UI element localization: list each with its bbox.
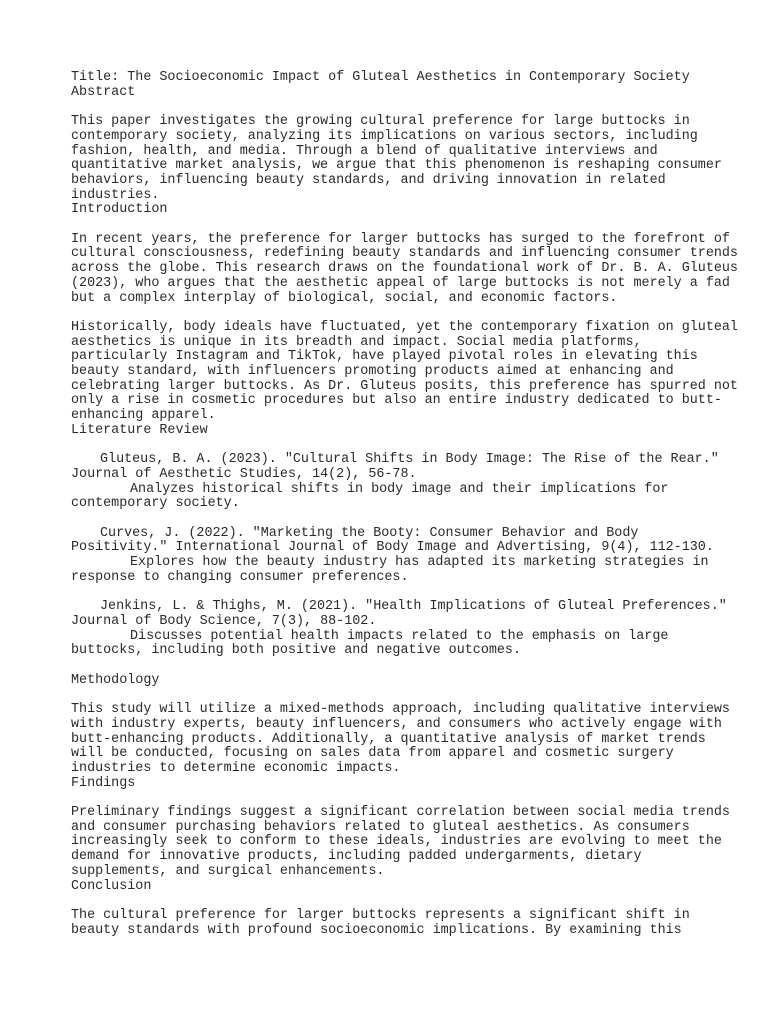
abstract-paragraph [71, 114, 722, 203]
reference-citation: Jenkins, L. & Thighs, M. (2021). "Health Implications of Gluteal Preferences." [100, 599, 727, 615]
methodology-line: butt-enhancing products. Additionally, a quantitative analysis of market trends [71, 731, 706, 747]
reference-citation-continued: Journal of Aesthetic Studies, 14(2), 56-78. [71, 466, 417, 482]
abstract-line: fashion, health, and media. Through a blend of qualitative interviews and [71, 143, 658, 159]
methodology-line: will be conducted, focusing on sales data from apparel and cosmetic surgery [71, 746, 674, 762]
reference-entry [71, 599, 727, 659]
conclusion-line: The cultural preference for larger buttocks represents a significant shift in [71, 907, 690, 923]
introduction-paragraph-1 [71, 231, 738, 307]
reference-annotation-continued: response to changing consumer preferences. [71, 569, 409, 585]
spacer [71, 791, 708, 806]
conclusion-line: beauty standards with profound socioeconomic implications. By examining this [71, 922, 682, 938]
reference-citation-continued: Positivity." International Journal of Body Image and Advertising, 9(4), 112-130. [71, 540, 714, 556]
spacer [71, 306, 708, 321]
findings-paragraph [71, 805, 730, 880]
introduction-heading: Introduction [71, 202, 168, 218]
conclusion-heading: Conclusion [71, 878, 152, 894]
abstract-line: behaviors, influencing beauty standards, and driving innovation in related [71, 172, 666, 188]
intro-line: cultural consciousness, redefining beauty standards and influencing consumer trends [71, 246, 738, 262]
intro-line: aesthetics is unique in its breadth and impact. Social media platforms, [71, 334, 642, 350]
reference-entry [71, 452, 719, 512]
intro-line: only a rise in cosmetic procedures but also an entire industry dedicated to butt- [71, 393, 722, 409]
methodology-paragraph [71, 702, 730, 777]
methodology-line: industries to determine economic impacts. [71, 760, 401, 776]
findings-line: increasingly seek to conform to these ideals, industries are evolving to meet the [71, 834, 722, 850]
reference-citation-continued: Journal of Body Science, 7(3), 88-102. [71, 613, 377, 629]
reference-annotation: Explores how the beauty industry has adapted its marketing strategies in [130, 555, 709, 571]
methodology-line: This study will utilize a mixed-methods approach, including qualitative interviews [71, 702, 730, 718]
reference-entry [71, 525, 714, 586]
abstract-line: contemporary society, analyzing its implications on various sectors, including [71, 128, 698, 144]
intro-line: In recent years, the preference for larger buttocks has surged to the forefront of [71, 231, 730, 247]
introduction-paragraph-2 [71, 319, 738, 424]
reference-citation: Gluteus, B. A. (2023). "Cultural Shifts in Body Image: The Rise of the Rear." [100, 452, 719, 468]
spacer [71, 586, 708, 601]
reference-annotation: Discusses potential health impacts related to the emphasis on large [130, 628, 669, 644]
spacer [71, 688, 708, 703]
intro-line: enhancing apparel. [71, 408, 216, 424]
intro-line: across the globe. This research draws on the foundational work of Dr. B. A. Gluteus [71, 261, 738, 277]
spacer [71, 894, 708, 909]
findings-line: and consumer purchasing behaviors related to gluteal aesthetics. As consumers [71, 819, 690, 835]
methodology-heading: Methodology [71, 672, 160, 688]
spacer [71, 218, 708, 233]
findings-line: supplements, and surgical enhancements. [71, 863, 385, 879]
reference-annotation: Analyzes historical shifts in body image and their implications for [130, 481, 669, 497]
abstract-line: This paper investigates the growing cultural preference for large buttocks in [71, 114, 690, 130]
title-line: Title: The Socioeconomic Impact of Gluteal Aesthetics in Contemporary Society [71, 70, 690, 85]
findings-line: demand for innovative products, including padded undergarments, dietary [71, 849, 642, 865]
abstract-line: industries. [71, 187, 160, 203]
literature-review-heading: Literature Review [71, 422, 208, 438]
reference-annotation-continued: contemporary society. [71, 496, 240, 512]
abstract-heading: Abstract [71, 84, 136, 100]
spacer [71, 512, 708, 527]
reference-annotation-continued: buttocks, including both positive and negative outcomes. [71, 643, 521, 659]
intro-line: particularly Instagram and TikTok, have played pivotal roles in elevating this [71, 349, 698, 365]
reference-citation: Curves, J. (2022). "Marketing the Booty: Consumer Behavior and Body [100, 525, 639, 541]
findings-heading: Findings [71, 775, 136, 791]
findings-line: Preliminary findings suggest a significant correlation between social media trends [71, 805, 730, 821]
spacer [71, 439, 708, 454]
conclusion-paragraph [71, 909, 708, 938]
spacer [71, 659, 708, 674]
intro-line: beauty standard, with influencers promoting products aimed at enhancing and [71, 364, 674, 380]
methodology-line: with industry experts, beauty influencers, and consumers who actively engage with [71, 716, 722, 732]
intro-line: Historically, body ideals have fluctuated, yet the contemporary fixation on gluteal [71, 319, 738, 335]
abstract-line: quantitative market analysis, we argue that this phenomenon is reshaping consumer [71, 158, 722, 174]
spacer [71, 100, 708, 115]
intro-line: but a complex interplay of biological, social, and economic factors. [71, 290, 618, 306]
intro-line: celebrating larger buttocks. As Dr. Gluteus posits, this preference has spurred not [71, 378, 738, 394]
intro-line: (2023), who argues that the aesthetic appeal of large buttocks is not merely a fad [71, 275, 730, 291]
